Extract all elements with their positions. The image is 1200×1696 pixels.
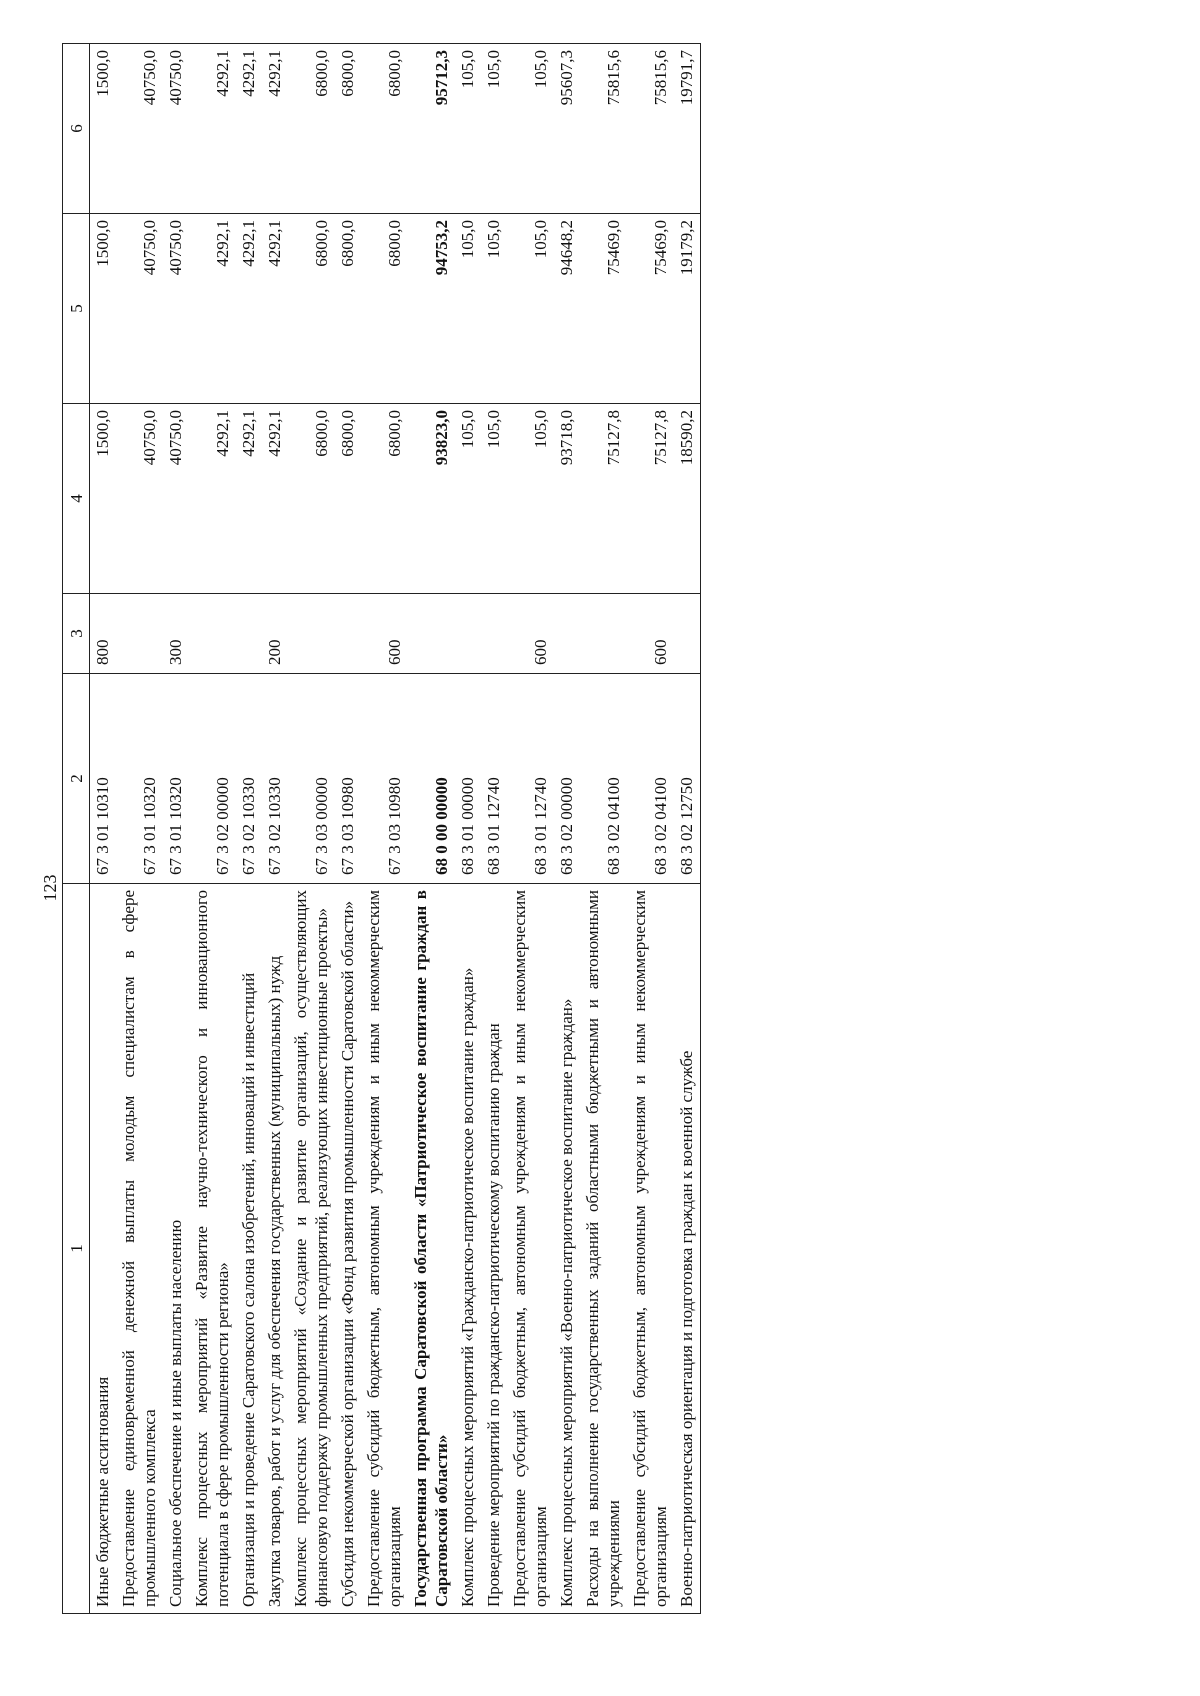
row-value-col6: 105,0	[481, 44, 507, 214]
row-code-cell: 68 0 00 00000	[408, 674, 455, 884]
header-row	[63, 44, 90, 1614]
row-expense-type-cell	[554, 594, 580, 674]
header-col-5: 5	[63, 214, 90, 404]
row-name-cell: Предоставление субсидий бюджетным, автономным учреждениям и иным некоммерческим организациям	[627, 884, 674, 1614]
row-expense-type-cell	[335, 594, 361, 674]
row-value-col6: 40750,0	[163, 44, 189, 214]
row-code-cell: 67 3 01 10320	[116, 674, 163, 884]
row-name-cell: Комплекс процессных мероприятий «Создание и развитие организаций, осуществляющих финансовую поддержку промышленных предприятий, реализующих инвестиционные проекты»	[288, 884, 335, 1614]
table-row	[361, 44, 408, 1614]
row-value-col4: 75127,8	[627, 404, 674, 594]
row-value-col4: 75127,8	[580, 404, 627, 594]
row-name-cell: Иные бюджетные ассигнования	[90, 884, 117, 1614]
header-col-3: 3	[63, 594, 90, 674]
table-row	[455, 44, 481, 1614]
row-value-col6: 40750,0	[116, 44, 163, 214]
row-value-col4: 40750,0	[163, 404, 189, 594]
row-value-col5: 19179,2	[674, 214, 701, 404]
row-value-col6: 75815,6	[627, 44, 674, 214]
row-value-col6: 95607,3	[554, 44, 580, 214]
row-value-col6: 105,0	[455, 44, 481, 214]
row-value-col5: 94648,2	[554, 214, 580, 404]
row-expense-type-cell	[674, 594, 701, 674]
header-col-6: 6	[63, 44, 90, 214]
row-value-col6: 4292,1	[236, 44, 262, 214]
row-name-cell: Предоставление субсидий бюджетным, автономным учреждениям и иным некоммерческим организациям	[361, 884, 408, 1614]
row-name-cell: Расходы на выполнение государственных заданий областными бюджетными и автономными учреждениями	[580, 884, 627, 1614]
row-expense-type-cell: 600	[361, 594, 408, 674]
row-expense-type-cell	[408, 594, 455, 674]
row-value-col6: 6800,0	[361, 44, 408, 214]
table-row	[163, 44, 189, 1614]
row-name-cell: Государственная программа Саратовской области «Патриотическое воспитание граждан в Саратовской области»	[408, 884, 455, 1614]
row-expense-type-cell: 200	[262, 594, 288, 674]
row-value-col5: 105,0	[455, 214, 481, 404]
table-row	[507, 44, 554, 1614]
row-code-cell: 68 3 01 00000	[455, 674, 481, 884]
row-value-col4: 6800,0	[288, 404, 335, 594]
row-value-col6: 75815,6	[580, 44, 627, 214]
row-name-cell: Социальное обеспечение и иные выплаты населению	[163, 884, 189, 1614]
table-row	[408, 44, 455, 1614]
row-code-cell: 67 3 01 10310	[90, 674, 117, 884]
row-value-col6: 19791,7	[674, 44, 701, 214]
table-row	[627, 44, 674, 1614]
row-value-col5: 75469,0	[580, 214, 627, 404]
row-code-cell: 68 3 02 12750	[674, 674, 701, 884]
row-code-cell: 67 3 03 00000	[288, 674, 335, 884]
table-body	[90, 44, 701, 1614]
row-expense-type-cell	[116, 594, 163, 674]
header-col-1: 1	[63, 884, 90, 1614]
table-row	[236, 44, 262, 1614]
row-value-col4: 93718,0	[554, 404, 580, 594]
row-value-col6: 105,0	[507, 44, 554, 214]
page-number: 123	[40, 874, 60, 902]
row-code-cell: 68 3 02 00000	[554, 674, 580, 884]
table-row	[90, 44, 117, 1614]
table-row	[288, 44, 335, 1614]
row-value-col4: 105,0	[481, 404, 507, 594]
row-value-col5: 6800,0	[335, 214, 361, 404]
row-code-cell: 67 3 03 10980	[335, 674, 361, 884]
row-expense-type-cell	[288, 594, 335, 674]
row-value-col5: 105,0	[507, 214, 554, 404]
row-value-col4: 4292,1	[189, 404, 236, 594]
row-value-col6: 4292,1	[189, 44, 236, 214]
row-expense-type-cell	[455, 594, 481, 674]
row-value-col6: 95712,3	[408, 44, 455, 214]
row-value-col5: 6800,0	[288, 214, 335, 404]
row-name-cell: Предоставление единовременной денежной выплаты молодым специалистам в сфере промышленного комплекса	[116, 884, 163, 1614]
row-name-cell: Комплекс процессных мероприятий «Гражданско-патриотическое воспитание граждан»	[455, 884, 481, 1614]
row-expense-type-cell	[580, 594, 627, 674]
row-value-col5: 6800,0	[361, 214, 408, 404]
row-value-col6: 6800,0	[288, 44, 335, 214]
row-value-col5: 1500,0	[90, 214, 117, 404]
row-name-cell: Военно-патриотическая ориентация и подготовка граждан к военной службе	[674, 884, 701, 1614]
row-expense-type-cell	[481, 594, 507, 674]
row-value-col6: 4292,1	[262, 44, 288, 214]
row-name-cell: Предоставление субсидий бюджетным, автономным учреждениям и иным некоммерческим организациям	[507, 884, 554, 1614]
row-expense-type-cell	[236, 594, 262, 674]
row-expense-type-cell: 600	[507, 594, 554, 674]
row-value-col4: 93823,0	[408, 404, 455, 594]
table-header	[63, 44, 90, 1614]
row-value-col5: 40750,0	[163, 214, 189, 404]
row-value-col6: 1500,0	[90, 44, 117, 214]
table-row	[189, 44, 236, 1614]
row-value-col5: 4292,1	[236, 214, 262, 404]
row-value-col4: 18590,2	[674, 404, 701, 594]
row-code-cell: 68 3 01 12740	[481, 674, 507, 884]
row-name-cell: Закупка товаров, работ и услуг для обеспечения государственных (муниципальных) нужд	[262, 884, 288, 1614]
row-value-col4: 105,0	[507, 404, 554, 594]
row-value-col4: 1500,0	[90, 404, 117, 594]
table-row	[674, 44, 701, 1614]
row-name-cell: Комплекс процессных мероприятий «Военно-патриотическое воспитание граждан»	[554, 884, 580, 1614]
table-row	[116, 44, 163, 1614]
row-code-cell: 68 3 01 12740	[507, 674, 554, 884]
row-expense-type-cell: 300	[163, 594, 189, 674]
row-code-cell: 67 3 02 10330	[236, 674, 262, 884]
row-value-col5: 40750,0	[116, 214, 163, 404]
table-row	[335, 44, 361, 1614]
table-row	[262, 44, 288, 1614]
row-value-col4: 6800,0	[361, 404, 408, 594]
row-value-col6: 6800,0	[335, 44, 361, 214]
row-expense-type-cell: 800	[90, 594, 117, 674]
row-value-col5: 94753,2	[408, 214, 455, 404]
table-row	[554, 44, 580, 1614]
row-expense-type-cell	[189, 594, 236, 674]
row-name-cell: Организация и проведение Саратовского салона изобретений, инноваций и инвестиций	[236, 884, 262, 1614]
row-code-cell: 67 3 02 00000	[189, 674, 236, 884]
row-code-cell: 67 3 01 10320	[163, 674, 189, 884]
row-value-col4: 4292,1	[236, 404, 262, 594]
row-code-cell: 68 3 02 04100	[580, 674, 627, 884]
row-code-cell: 68 3 02 04100	[627, 674, 674, 884]
budget-table	[62, 43, 701, 1614]
header-col-2: 2	[63, 674, 90, 884]
row-name-cell: Субсидия некоммерческой организации «Фонд развития промышленности Саратовской области»	[335, 884, 361, 1614]
row-value-col4: 105,0	[455, 404, 481, 594]
row-value-col5: 4292,1	[262, 214, 288, 404]
row-value-col5: 75469,0	[627, 214, 674, 404]
row-code-cell: 67 3 03 10980	[361, 674, 408, 884]
row-value-col4: 6800,0	[335, 404, 361, 594]
row-code-cell: 67 3 02 10330	[262, 674, 288, 884]
row-name-cell: Комплекс процессных мероприятий «Развитие научно-технического и инновационного потенциала в сфере промышленности региона»	[189, 884, 236, 1614]
row-value-col5: 105,0	[481, 214, 507, 404]
header-col-4: 4	[63, 404, 90, 594]
row-name-cell: Проведение мероприятий по гражданско-патриотическому воспитанию граждан	[481, 884, 507, 1614]
table-row	[580, 44, 627, 1614]
row-expense-type-cell: 600	[627, 594, 674, 674]
row-value-col4: 40750,0	[116, 404, 163, 594]
table-row	[481, 44, 507, 1614]
row-value-col5: 4292,1	[189, 214, 236, 404]
row-value-col4: 4292,1	[262, 404, 288, 594]
